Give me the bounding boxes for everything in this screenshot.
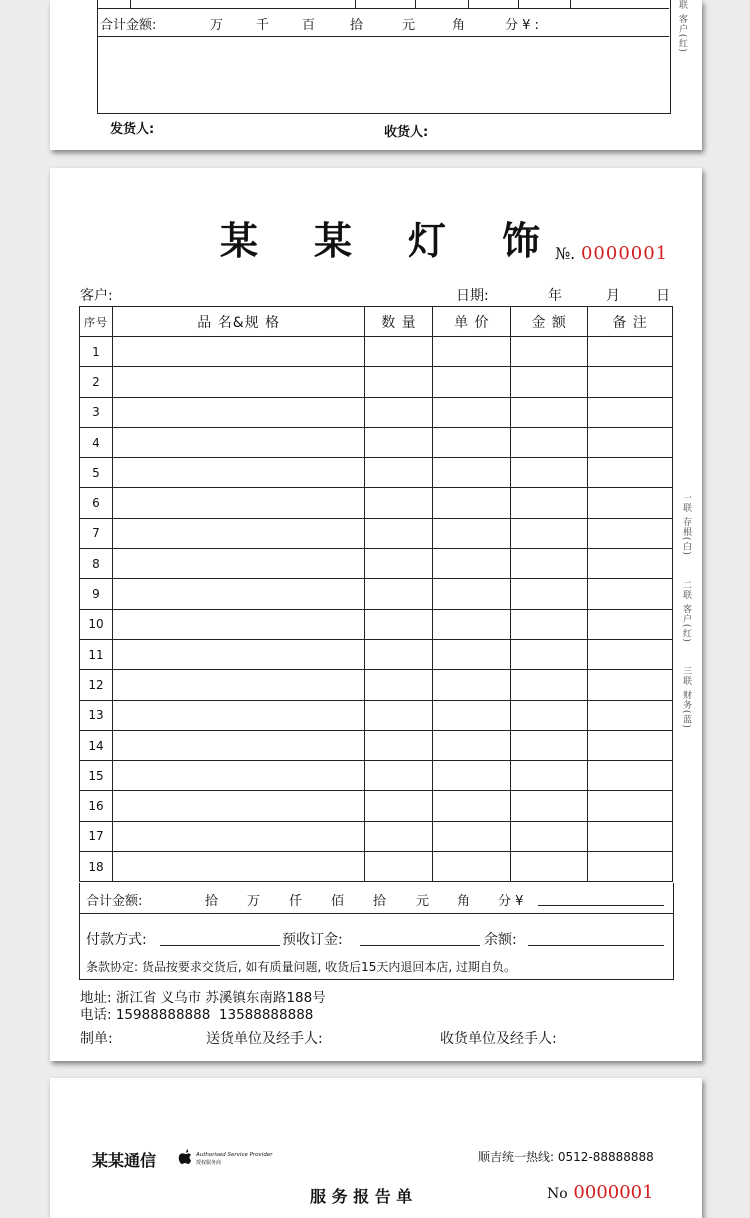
bottom-serial-value: 0000001 [573, 1182, 654, 1203]
price-cell[interactable] [433, 791, 511, 821]
row-number: 7 [80, 518, 113, 548]
delivery-label: 送货单位及经手人: [206, 1031, 323, 1047]
top-side-text: 联 客户(红) [677, 0, 687, 53]
amount-cell[interactable] [511, 852, 588, 882]
product-cell[interactable] [112, 397, 365, 427]
table-row [80, 821, 673, 851]
price-cell[interactable] [433, 761, 511, 791]
title-char: 某 [220, 218, 259, 263]
bottom-serial-label: No [547, 1186, 568, 1202]
col-header: 品 名&规 格 [112, 307, 365, 337]
price-cell[interactable] [433, 730, 511, 760]
amount-cell[interactable] [511, 518, 588, 548]
total-unit: 仟 [289, 894, 303, 909]
note-cell[interactable] [588, 852, 673, 882]
top-slip [50, 0, 702, 150]
table-row [80, 791, 673, 821]
table-row [80, 367, 673, 397]
product-cell[interactable] [112, 579, 365, 609]
deposit-field[interactable] [360, 945, 480, 946]
balance-field[interactable] [528, 945, 664, 946]
note-cell[interactable] [588, 700, 673, 730]
top-receiver-label: 收货人: [384, 125, 429, 140]
note-cell[interactable] [588, 427, 673, 457]
note-cell[interactable] [588, 337, 673, 367]
row-number: 5 [80, 458, 113, 488]
row-number: 17 [80, 821, 113, 851]
note-cell[interactable] [588, 609, 673, 639]
row-number: 2 [80, 367, 113, 397]
bottom-form [50, 1078, 702, 1218]
row-number: 16 [80, 791, 113, 821]
payment-field[interactable] [160, 945, 280, 946]
price-cell[interactable] [433, 852, 511, 882]
table-row [80, 761, 673, 791]
quantity-cell[interactable] [365, 549, 433, 579]
price-cell[interactable] [433, 427, 511, 457]
product-cell[interactable] [112, 609, 365, 639]
summary-box [79, 883, 674, 980]
title-char: 某 [313, 218, 352, 263]
top-unit-fen: 分 ¥ : [505, 18, 539, 33]
items-table [79, 306, 673, 882]
table-row [80, 488, 673, 518]
table-row [80, 852, 673, 882]
quantity-cell[interactable] [365, 639, 433, 669]
amount-cell[interactable] [511, 549, 588, 579]
table-row [80, 549, 673, 579]
row-number: 12 [80, 670, 113, 700]
top-sender-label: 发货人: [110, 122, 155, 137]
row-number: 9 [80, 579, 113, 609]
date-label: 日期: [456, 288, 489, 304]
note-cell[interactable] [588, 821, 673, 851]
table-row [80, 518, 673, 548]
table-row [80, 458, 673, 488]
amount-cell[interactable] [511, 367, 588, 397]
row-number: 10 [80, 609, 113, 639]
terms-text: 条款协定: 货品按要求交货后, 如有质量问题, 收货后15天内退回本店, 过期自负。 [86, 960, 517, 974]
note-cell[interactable] [588, 458, 673, 488]
note-cell[interactable] [588, 791, 673, 821]
amount-cell[interactable] [511, 397, 588, 427]
payment-label: 付款方式: [86, 932, 147, 948]
hotline: 顺吉统一热线: 0512-88888888 [478, 1150, 654, 1164]
amount-cell[interactable] [511, 791, 588, 821]
company-name: 某某通信 [92, 1151, 157, 1170]
title-char: 灯 [407, 218, 446, 263]
total-unit: 万 [247, 894, 261, 909]
main-form [50, 168, 702, 1061]
price-cell[interactable] [433, 458, 511, 488]
row-number: 1 [80, 337, 113, 367]
customer-label: 客户: [80, 288, 113, 304]
month-label: 月 [606, 288, 620, 304]
quantity-cell[interactable] [365, 761, 433, 791]
amount-cell[interactable] [511, 639, 588, 669]
product-cell[interactable] [112, 518, 365, 548]
product-cell[interactable] [112, 730, 365, 760]
product-cell[interactable] [112, 549, 365, 579]
total-unit: 拾 [373, 894, 387, 909]
col-header: 单 价 [433, 307, 511, 337]
amount-cell[interactable] [511, 579, 588, 609]
quantity-cell[interactable] [365, 458, 433, 488]
table-header-row [80, 307, 673, 337]
bottom-title: 服 务 报 告 单 [310, 1187, 413, 1206]
price-cell[interactable] [433, 609, 511, 639]
phone-line: 电话: 15988888888 13588888888 [80, 1007, 314, 1023]
serial-value: 0000001 [580, 243, 669, 264]
amount-cell[interactable] [511, 821, 588, 851]
top-total-label: 合计金额: [100, 18, 157, 33]
quantity-cell[interactable] [365, 427, 433, 457]
table-row [80, 579, 673, 609]
row-number: 15 [80, 761, 113, 791]
quantity-cell[interactable] [365, 730, 433, 760]
total-unit: 分 ¥ [498, 894, 524, 909]
quantity-cell[interactable] [365, 821, 433, 851]
quantity-cell[interactable] [365, 852, 433, 882]
day-label: 日 [656, 288, 670, 304]
total-unit: 元 [416, 894, 430, 909]
price-cell[interactable] [433, 670, 511, 700]
top-unit-yuan: 元 [402, 18, 416, 33]
amount-cell[interactable] [511, 761, 588, 791]
col-header: 金 额 [511, 307, 588, 337]
table-row [80, 397, 673, 427]
price-cell[interactable] [433, 549, 511, 579]
price-cell[interactable] [433, 337, 511, 367]
col-header: 备 注 [588, 307, 673, 337]
col-header: 数 量 [365, 307, 433, 337]
top-unit-wan: 万 [210, 18, 224, 33]
quantity-cell[interactable] [365, 579, 433, 609]
note-cell[interactable] [588, 518, 673, 548]
table-row [80, 670, 673, 700]
amount-cell[interactable] [511, 700, 588, 730]
apple-icon [178, 1149, 192, 1165]
address-line: 地址: 浙江省 义乌市 苏溪镇东南路188号 [80, 990, 326, 1006]
year-label: 年 [548, 288, 562, 304]
quantity-cell[interactable] [365, 337, 433, 367]
note-cell[interactable] [588, 730, 673, 760]
amount-cell[interactable] [511, 670, 588, 700]
quantity-cell[interactable] [365, 670, 433, 700]
receiving-label: 收货单位及经手人: [440, 1031, 557, 1047]
amount-cell[interactable] [511, 609, 588, 639]
quantity-cell[interactable] [365, 518, 433, 548]
total-unit: 角 [457, 894, 471, 909]
price-cell[interactable] [433, 579, 511, 609]
top-unit-bai: 百 [302, 18, 316, 33]
title-char: 饰 [501, 218, 540, 263]
quantity-cell[interactable] [365, 700, 433, 730]
col-header: 序号 [80, 307, 113, 337]
top-unit-jiao: 角 [452, 18, 466, 33]
product-cell[interactable] [112, 367, 365, 397]
table-row [80, 609, 673, 639]
form-title [220, 210, 540, 263]
amount-cell[interactable] [511, 730, 588, 760]
product-cell[interactable] [112, 791, 365, 821]
table-row [80, 639, 673, 669]
amount-cell[interactable] [511, 458, 588, 488]
product-cell[interactable] [112, 337, 365, 367]
maker-label: 制单: [80, 1031, 113, 1047]
price-cell[interactable] [433, 518, 511, 548]
row-number: 18 [80, 852, 113, 882]
row-number: 6 [80, 488, 113, 518]
row-number: 14 [80, 730, 113, 760]
price-cell[interactable] [433, 488, 511, 518]
amount-cell[interactable] [511, 488, 588, 518]
table-row [80, 427, 673, 457]
row-number: 11 [80, 639, 113, 669]
row-number: 13 [80, 700, 113, 730]
provider-line2: 授权服务商 [196, 1160, 222, 1166]
price-cell[interactable] [433, 367, 511, 397]
amount-cell[interactable] [511, 337, 588, 367]
product-cell[interactable] [112, 670, 365, 700]
note-cell[interactable] [588, 397, 673, 427]
quantity-cell[interactable] [365, 791, 433, 821]
product-cell[interactable] [112, 427, 365, 457]
table-row [80, 730, 673, 760]
product-cell[interactable] [112, 458, 365, 488]
side-copy-1: 一联 存根(白) [681, 493, 691, 556]
total-amount-line[interactable] [538, 905, 664, 906]
product-cell[interactable] [112, 821, 365, 851]
note-cell[interactable] [588, 488, 673, 518]
balance-label: 余额: [484, 932, 517, 948]
quantity-cell[interactable] [365, 397, 433, 427]
product-cell[interactable] [112, 488, 365, 518]
product-cell[interactable] [112, 761, 365, 791]
note-cell[interactable] [588, 639, 673, 669]
side-copy-2: 二联 客户(红) [681, 580, 691, 643]
row-number: 4 [80, 427, 113, 457]
serial-label: №. [555, 244, 576, 263]
quantity-cell[interactable] [365, 488, 433, 518]
row-number: 8 [80, 549, 113, 579]
price-cell[interactable] [433, 700, 511, 730]
price-cell[interactable] [433, 821, 511, 851]
serial-number [555, 243, 668, 264]
top-unit-qian: 千 [256, 18, 270, 33]
quantity-cell[interactable] [365, 367, 433, 397]
provider-line1: Authorised Service Provider [196, 1152, 273, 1158]
side-copy-3: 三联 财务(蓝) [681, 666, 691, 729]
total-unit: 佰 [331, 894, 345, 909]
note-cell[interactable] [588, 761, 673, 791]
amount-cell[interactable] [511, 427, 588, 457]
total-unit: 拾 [205, 894, 219, 909]
top-unit-shi: 拾 [350, 18, 364, 33]
note-cell[interactable] [588, 367, 673, 397]
note-cell[interactable] [588, 670, 673, 700]
total-label: 合计金额: [86, 894, 143, 909]
product-cell[interactable] [112, 639, 365, 669]
table-row [80, 700, 673, 730]
note-cell[interactable] [588, 579, 673, 609]
product-cell[interactable] [112, 700, 365, 730]
price-cell[interactable] [433, 397, 511, 427]
top-slip-box [97, 0, 671, 114]
product-cell[interactable] [112, 852, 365, 882]
row-number: 3 [80, 397, 113, 427]
deposit-label: 预收订金: [282, 932, 343, 948]
quantity-cell[interactable] [365, 609, 433, 639]
table-row [80, 337, 673, 367]
price-cell[interactable] [433, 639, 511, 669]
note-cell[interactable] [588, 549, 673, 579]
